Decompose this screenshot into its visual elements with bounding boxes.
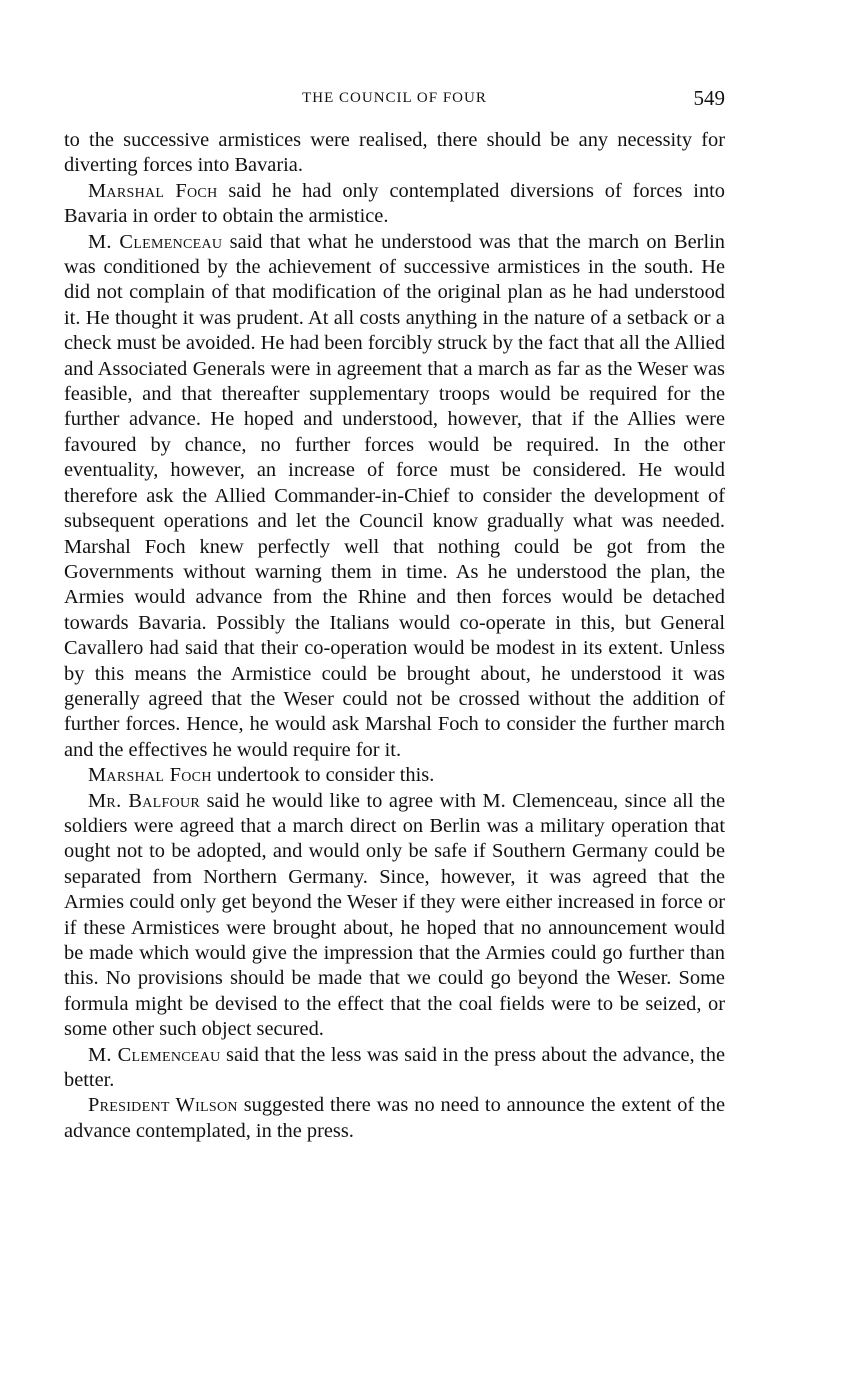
speaker-name: Mr. Balfour — [88, 789, 201, 812]
paragraph-clemenceau-press — [64, 1043, 725, 1094]
paragraph-balfour — [64, 789, 725, 1043]
page-number: 549 — [693, 86, 725, 110]
paragraph-foch-undertook — [64, 763, 725, 788]
paragraph-foch-diversions — [64, 179, 725, 230]
speaker-name: M. Clemenceau — [88, 230, 223, 253]
body-text — [64, 128, 725, 1144]
paragraph-text: to the successive armistices were realised, there should be any necessity for diverting forces into Bavaria. — [64, 129, 725, 177]
paragraph-text: said he had only contemplated diversions of forces into Bavaria in order to obtain the armistice. — [64, 179, 726, 228]
paragraph-text: said he would like to agree with M. Clemenceau, since all the soldiers were agreed that a march direct on Berlin was a military operation that ought not to be adopted, and would only be safe if Southern Germany could be separated from Northern Germany. Since, however, it was agreed that the Armies could only get beyond the Weser if they were either increased in force or if these Armistices were brought about, he hoped that no announcement would be made which would give the impression that the Armies could go further than this. No provisions should be made that we could go beyond the Weser. Some formula might be devised to the effect that the coal fields were to be seized, or some other such object secured. — [64, 789, 725, 1041]
paragraph-text: said that what he understood was that the march on Berlin was conditioned by the achievement of successive armistices in the south. He did not complain of that modification of the original plan as he had understood it. He thought it was prudent. At all costs anything in the nature of a setback or a check must be avoided. He had been forcibly struck by the fact that all the Allied and Associated Generals were in agreement that a march as far as the Weser was feasible, and that thereafter supplementary troops would be required for the further advance. He hoped and understood, however, that if the Allies were favoured by chance, no further forces would be required. In the other eventuality, however, an increase of force must be considered. He would therefore ask the Allied Commander-in-Chief to consider the development of subsequent operations and let the Council know gradually what was needed. Marshal Foch knew perfectly well that nothing could be got from the Governments without warning them in time. As he understood the plan, the Armies would advance from the Rhine and then forces would be detached towards Bavaria. Possibly the Italians would co-operate in this, but General Cavallero had said that their co-operation would be modest in its extent. Unless by this means the Armistice could be brought about, he understood it was generally agreed that the Weser could not be crossed without the addition of further forces. Hence, he would ask Marshal Foch to consider the further march and the effectives he would require for it. — [64, 230, 726, 761]
speaker-name: President Wilson — [88, 1094, 238, 1117]
paragraph-continuation — [64, 128, 725, 179]
page-header — [64, 86, 725, 114]
paragraph-wilson — [64, 1093, 725, 1144]
paragraph-clemenceau-march — [64, 230, 725, 764]
running-title: THE COUNCIL OF FOUR — [302, 90, 487, 106]
speaker-name: M. Clemenceau — [88, 1043, 221, 1066]
paragraph-text: said that the less was said in the press about the advance, the better. — [64, 1043, 725, 1092]
speaker-name: Marshal Foch — [88, 179, 218, 202]
paragraph-text: suggested there was no need to announce the extent of the advance contemplated, in the press. — [64, 1094, 726, 1142]
paragraph-text: undertook to consider this. — [211, 764, 435, 787]
speaker-name: Marshal Foch — [88, 764, 212, 787]
